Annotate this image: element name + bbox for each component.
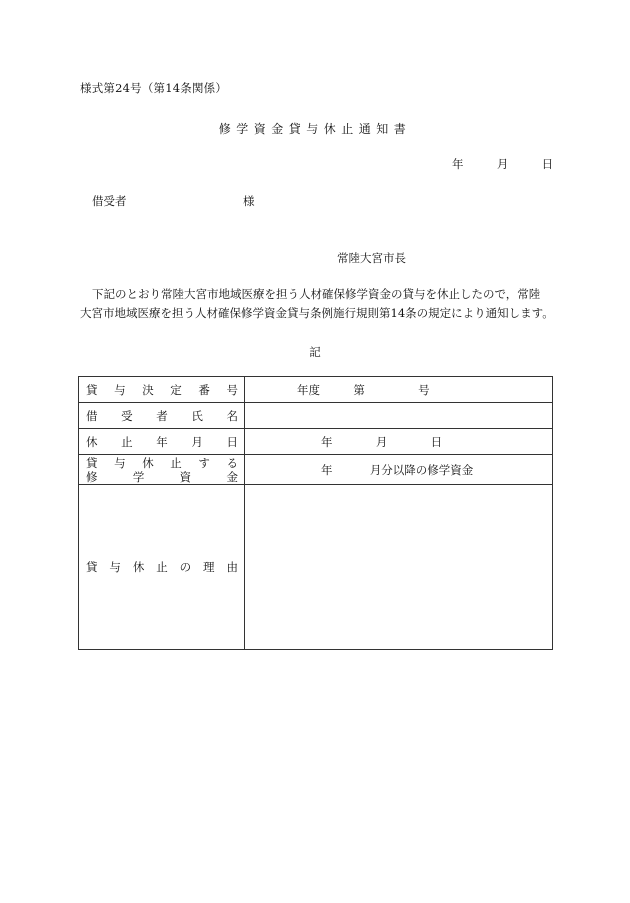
- decision-nendo: 年度: [297, 382, 320, 397]
- label-text-spread: 借 受 者 氏 名: [86, 408, 238, 423]
- suspended-year: 年: [321, 462, 333, 477]
- label-text-spread: 休 止 年 月 日: [86, 434, 238, 449]
- addressee-label: 借受者: [92, 194, 127, 208]
- value-decision-number[interactable]: [245, 377, 553, 403]
- suspended-from-month: 月分以降の修学資金: [369, 462, 474, 477]
- document-title: 修学資金貸与休止通知書: [218, 122, 412, 136]
- notice-body-line-1: 下記のとおり常陸大宮市地域医療を担う人材確保修学資金の貸与を休止したので，常陸: [92, 287, 541, 301]
- table-row-suspended-funds: [79, 455, 553, 485]
- date-day: 日: [541, 157, 554, 171]
- label-decision-number: [79, 377, 245, 403]
- suspension-day: 日: [430, 434, 443, 449]
- value-suspension-date[interactable]: [245, 429, 553, 455]
- label-suspension-reason: [79, 485, 245, 650]
- form-number: 様式第24号（第14条関係）: [80, 81, 228, 95]
- suspension-month: 月: [375, 434, 388, 449]
- table-row-decision-number: [79, 377, 553, 403]
- value-suspended-funds[interactable]: [245, 455, 553, 485]
- label-suspended-funds: [79, 455, 245, 485]
- notice-body-line-2: 大宮市地域医療を担う人材確保修学資金貸与条例施行規則第14条の規定により通知します。: [80, 306, 554, 320]
- decision-dai: 第: [353, 382, 365, 397]
- table-row-suspension-date: [79, 429, 553, 455]
- decision-go: 号: [418, 382, 430, 397]
- date-year: 年: [452, 157, 464, 171]
- label-text-spread: 貸 与 休 止 す る: [86, 455, 238, 470]
- table-row-borrower-name: [79, 403, 553, 429]
- value-borrower-name[interactable]: [245, 403, 553, 429]
- table-row-suspension-reason: [79, 485, 553, 650]
- value-suspension-reason[interactable]: [245, 485, 553, 650]
- date-month: 月: [496, 157, 509, 171]
- suspension-year: 年: [321, 434, 333, 449]
- notice-body: [80, 285, 552, 323]
- date-line: [452, 156, 553, 172]
- label-text-spread: 貸 与 休 止 の 理 由: [86, 560, 238, 574]
- label-text-spread: 修 学 資 金: [86, 469, 238, 484]
- ki-heading: 記: [309, 345, 321, 359]
- addressee-honorific: 様: [243, 194, 255, 208]
- label-suspension-date: [79, 429, 245, 455]
- label-text-spread: 貸 与 決 定 番 号: [86, 382, 238, 397]
- notice-table: [78, 376, 553, 650]
- label-borrower-name: [79, 403, 245, 429]
- issuer-name: 常陸大宮市長: [337, 251, 406, 265]
